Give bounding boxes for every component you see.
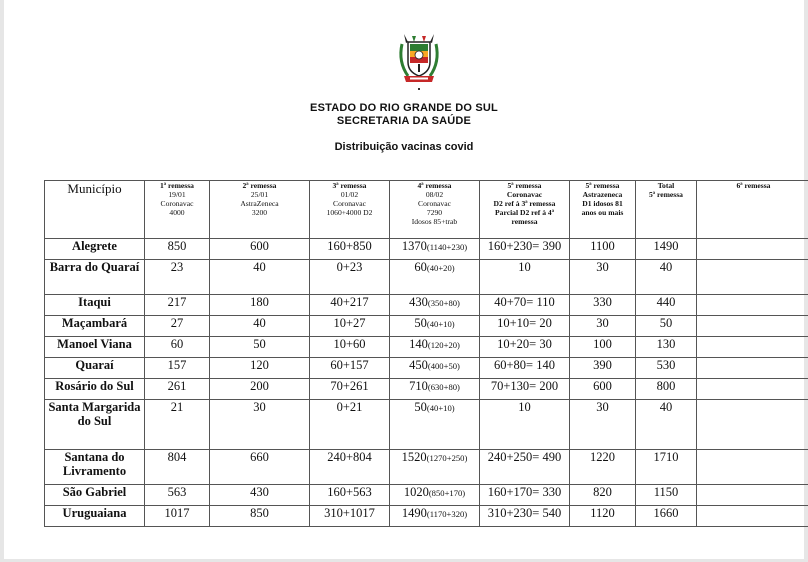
remessa-5-coronavac-cell: 60+80= 140 <box>480 358 570 379</box>
remessa-1-cell: 217 <box>145 295 210 316</box>
total-5-cell: 40 <box>636 260 697 295</box>
remessa-5-astrazeneca-cell: 600 <box>570 379 636 400</box>
column-subtitle: Idosos 85+trab <box>411 217 458 226</box>
column-subtitle: 5ª remessa <box>649 190 683 199</box>
remessa-1-cell: 21 <box>145 400 210 450</box>
column-subtitle: 3200 <box>251 208 268 217</box>
remessa-5-coronavac-cell: 160+170= 330 <box>480 485 570 506</box>
remessa-2-cell: 30 <box>210 400 310 450</box>
column-header <box>210 181 310 239</box>
column-header <box>570 181 636 239</box>
remessa-3-cell: 160+850 <box>310 239 390 260</box>
remessa-6-cell <box>697 358 808 379</box>
column-title: 3ª remessa <box>332 181 367 190</box>
remessa-5-coronavac-cell: 310+230= 540 <box>480 506 570 527</box>
column-subtitle: 01/02 <box>340 190 359 199</box>
remessa-5-astrazeneca-cell: 30 <box>570 316 636 337</box>
municipio-cell: Barra do Quaraí <box>45 260 145 295</box>
column-subtitle: D1 idosos 81 <box>582 199 623 208</box>
remessa-6-cell <box>697 337 808 358</box>
remessa-4-cell: 1370(1140+230) <box>390 239 480 260</box>
column-title: 5ª remessa <box>507 181 542 190</box>
municipio-cell: Rosário do Sul <box>45 379 145 400</box>
remessa-3-cell: 70+261 <box>310 379 390 400</box>
remessa-3-cell: 0+23 <box>310 260 390 295</box>
remessa-2-cell: 40 <box>210 260 310 295</box>
remessa-5-astrazeneca-cell: 820 <box>570 485 636 506</box>
remessa-2-cell: 180 <box>210 295 310 316</box>
remessa-5-astrazeneca-cell: 330 <box>570 295 636 316</box>
remessa-4-detail: (350+80) <box>427 298 460 308</box>
column-title: 2ª remessa <box>242 181 277 190</box>
column-title: 4ª remessa <box>417 181 452 190</box>
remessa-5-astrazeneca-cell: 30 <box>570 260 636 295</box>
remessa-6-cell <box>697 450 808 485</box>
remessa-1-cell: 27 <box>145 316 210 337</box>
table-row <box>45 506 808 527</box>
remessa-5-coronavac-cell: 10+20= 30 <box>480 337 570 358</box>
remessa-4-cell: 50(40+10) <box>390 316 480 337</box>
column-subtitle: 08/02 <box>425 190 444 199</box>
table-row <box>45 450 808 485</box>
remessa-4-cell: 1490(1170+320) <box>390 506 480 527</box>
remessa-1-cell: 1017 <box>145 506 210 527</box>
remessa-4-cell: 1020(850+170) <box>390 485 480 506</box>
column-subtitle: Parcial D2 ref à 4ª <box>495 208 554 217</box>
remessa-4-cell: 710(630+80) <box>390 379 480 400</box>
remessa-6-cell <box>697 295 808 316</box>
remessa-3-cell: 240+804 <box>310 450 390 485</box>
total-5-cell: 530 <box>636 358 697 379</box>
column-subtitle: 1060+4000 D2 <box>326 208 373 217</box>
column-subtitle: remessa <box>511 217 538 226</box>
column-subtitle: 7290 <box>426 208 443 217</box>
table-header-row <box>45 181 808 239</box>
column-subtitle: Coronavac <box>160 199 194 208</box>
remessa-2-cell: 120 <box>210 358 310 379</box>
remessa-4-detail: (40+20) <box>426 263 455 273</box>
crest-dot <box>418 88 420 90</box>
remessa-2-cell: 600 <box>210 239 310 260</box>
remessa-5-astrazeneca-cell: 1100 <box>570 239 636 260</box>
column-title: 1ª remessa <box>160 181 194 190</box>
municipio-cell: Santa Margarida do Sul <box>45 400 145 450</box>
remessa-5-coronavac-cell: 160+230= 390 <box>480 239 570 260</box>
remessa-4-cell: 1520(1270+250) <box>390 450 480 485</box>
municipio-cell: São Gabriel <box>45 485 145 506</box>
column-subtitle: Astrazeneca <box>582 190 623 199</box>
remessa-4-cell: 430(350+80) <box>390 295 480 316</box>
remessa-4-detail: (40+10) <box>426 403 455 413</box>
table-row <box>45 295 808 316</box>
remessa-5-coronavac-cell: 240+250= 490 <box>480 450 570 485</box>
remessa-1-cell: 60 <box>145 337 210 358</box>
remessa-2-cell: 50 <box>210 337 310 358</box>
remessa-1-cell: 261 <box>145 379 210 400</box>
remessa-5-astrazeneca-cell: 1220 <box>570 450 636 485</box>
total-5-cell: 440 <box>636 295 697 316</box>
remessa-4-cell: 50(40+10) <box>390 400 480 450</box>
remessa-3-cell: 60+157 <box>310 358 390 379</box>
header-secretariat: SECRETARIA DA SAÚDE <box>336 115 472 127</box>
remessa-2-cell: 660 <box>210 450 310 485</box>
vaccine-distribution-table <box>44 180 808 527</box>
column-subtitle: Coronavac <box>418 199 451 208</box>
total-5-cell: 40 <box>636 400 697 450</box>
remessa-5-coronavac-cell: 10+10= 20 <box>480 316 570 337</box>
column-header <box>697 181 808 239</box>
column-header <box>310 181 390 239</box>
coat-of-arms-icon <box>396 30 442 86</box>
column-subtitle: Coronavac <box>333 199 366 208</box>
page-edge-left <box>0 0 4 562</box>
remessa-3-cell: 10+27 <box>310 316 390 337</box>
municipio-cell: Quaraí <box>45 358 145 379</box>
total-5-cell: 1660 <box>636 506 697 527</box>
column-subtitle: Coronavac <box>506 190 543 199</box>
remessa-4-detail: (1270+250) <box>426 453 468 463</box>
remessa-1-cell: 804 <box>145 450 210 485</box>
remessa-3-cell: 310+1017 <box>310 506 390 527</box>
column-title: 6ª remessa <box>736 181 771 190</box>
remessa-4-detail: (850+170) <box>428 488 466 498</box>
table-row <box>45 379 808 400</box>
remessa-5-coronavac-cell: 40+70= 110 <box>480 295 570 316</box>
municipio-cell: Maçambará <box>45 316 145 337</box>
remessa-2-cell: 430 <box>210 485 310 506</box>
table-row <box>45 358 808 379</box>
total-5-cell: 130 <box>636 337 697 358</box>
remessa-3-cell: 160+563 <box>310 485 390 506</box>
remessa-4-cell: 450(400+50) <box>390 358 480 379</box>
remessa-5-astrazeneca-cell: 30 <box>570 400 636 450</box>
remessa-3-cell: 0+21 <box>310 400 390 450</box>
remessa-6-cell <box>697 379 808 400</box>
municipio-cell: Alegrete <box>45 239 145 260</box>
table-row <box>45 260 808 295</box>
remessa-4-detail: (400+50) <box>427 361 460 371</box>
column-title: 5ª remessa <box>585 181 620 190</box>
remessa-3-cell: 40+217 <box>310 295 390 316</box>
remessa-3-cell: 10+60 <box>310 337 390 358</box>
municipio-cell: Manoel Viana <box>45 337 145 358</box>
table-row <box>45 337 808 358</box>
remessa-5-coronavac-cell: 10 <box>480 260 570 295</box>
column-header <box>480 181 570 239</box>
table-row <box>45 485 808 506</box>
remessa-4-detail: (1170+320) <box>426 509 468 519</box>
remessa-1-cell: 850 <box>145 239 210 260</box>
remessa-6-cell <box>697 316 808 337</box>
total-5-cell: 1710 <box>636 450 697 485</box>
remessa-6-cell <box>697 260 808 295</box>
remessa-5-astrazeneca-cell: 1120 <box>570 506 636 527</box>
remessa-2-cell: 200 <box>210 379 310 400</box>
header-state: ESTADO DO RIO GRANDE DO SUL <box>310 102 498 114</box>
column-title: Total <box>657 181 675 190</box>
column-subtitle: D2 ref à 3ª remessa <box>493 199 556 208</box>
municipio-cell: Santana do Livramento <box>45 450 145 485</box>
total-5-cell: 1490 <box>636 239 697 260</box>
remessa-5-coronavac-cell: 10 <box>480 400 570 450</box>
remessa-5-astrazeneca-cell: 100 <box>570 337 636 358</box>
remessa-2-cell: 850 <box>210 506 310 527</box>
column-subtitle: 19/01 <box>168 190 186 199</box>
table-row <box>45 400 808 450</box>
remessa-6-cell <box>697 400 808 450</box>
remessa-5-coronavac-cell: 70+130= 200 <box>480 379 570 400</box>
column-subtitle: AstraZeneca <box>240 199 279 208</box>
total-5-cell: 1150 <box>636 485 697 506</box>
remessa-6-cell <box>697 239 808 260</box>
column-header <box>145 181 210 239</box>
table-row <box>45 316 808 337</box>
remessa-1-cell: 23 <box>145 260 210 295</box>
column-subtitle: anos ou mais <box>581 208 624 217</box>
column-header <box>636 181 697 239</box>
column-subtitle: 25/01 <box>250 190 269 199</box>
municipio-cell: Itaqui <box>45 295 145 316</box>
remessa-1-cell: 157 <box>145 358 210 379</box>
remessa-2-cell: 40 <box>210 316 310 337</box>
remessa-4-detail: (40+10) <box>426 319 455 329</box>
remessa-5-astrazeneca-cell: 390 <box>570 358 636 379</box>
remessa-4-cell: 140(120+20) <box>390 337 480 358</box>
remessa-6-cell <box>697 506 808 527</box>
column-header <box>390 181 480 239</box>
remessa-4-detail: (1140+230) <box>426 242 468 252</box>
header-subtitle: Distribuição vacinas covid <box>334 141 474 153</box>
total-5-cell: 800 <box>636 379 697 400</box>
remessa-1-cell: 563 <box>145 485 210 506</box>
municipio-cell: Uruguaiana <box>45 506 145 527</box>
municipio-header: Município <box>45 181 145 239</box>
remessa-4-detail: (630+80) <box>427 382 460 392</box>
remessa-4-detail: (120+20) <box>427 340 460 350</box>
remessa-4-cell: 60(40+20) <box>390 260 480 295</box>
column-subtitle: 4000 <box>169 208 185 217</box>
table-row <box>45 239 808 260</box>
remessa-6-cell <box>697 485 808 506</box>
total-5-cell: 50 <box>636 316 697 337</box>
